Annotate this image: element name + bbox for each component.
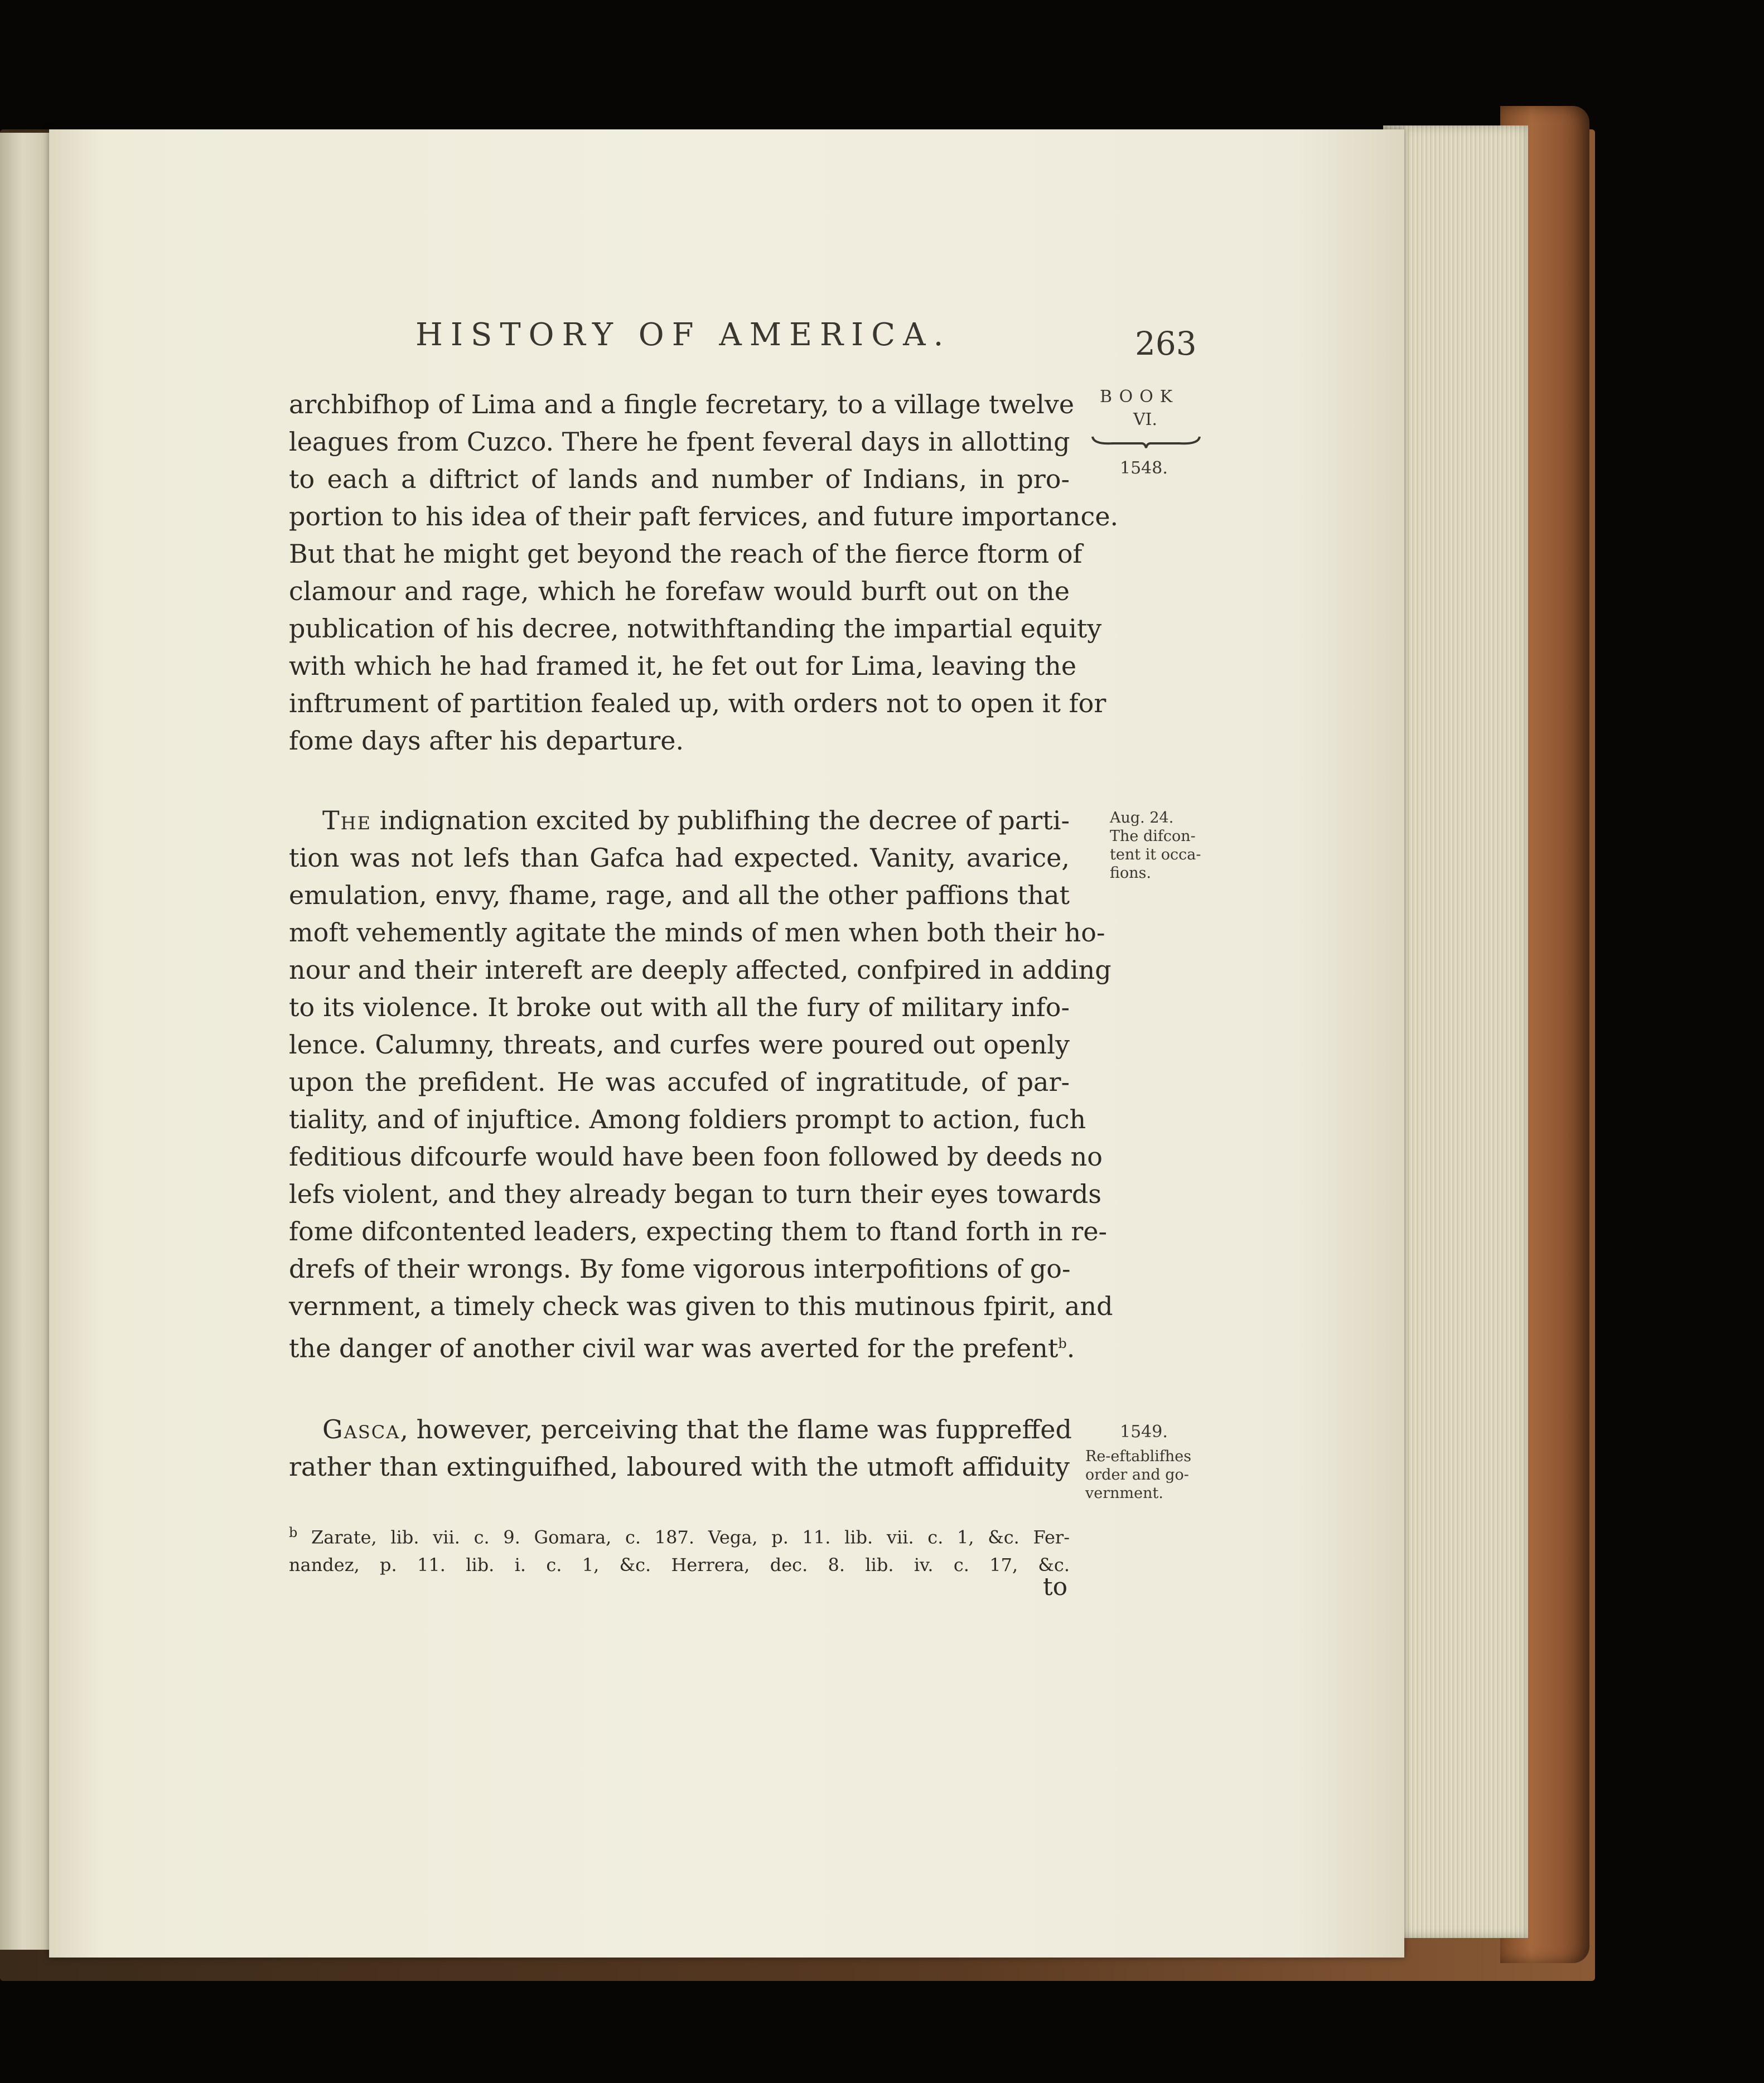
text-line: feditious difcourfe would have been foon followed by deeds no [289, 1142, 1103, 1172]
text-line: to its violence. It broke out with all the fury of military info- [289, 992, 1070, 1022]
page-number: 263 [1135, 325, 1197, 363]
text-line: lence. Calumny, threats, and curfes were poured out openly [289, 1030, 1070, 1060]
text-line: fome days after his departure. [289, 726, 684, 756]
margin-book-number: VI. [1133, 410, 1158, 429]
text-line: vernment, a timely check was given to this mutinous fpirit, and [289, 1291, 1113, 1321]
margin-note-line: order and go- [1085, 1466, 1189, 1483]
text-line: to each a diftrict of lands and number of Indians, in pro- [289, 464, 1070, 494]
facing-page-edge [0, 133, 50, 1950]
small-caps-lead: The [322, 805, 371, 835]
text-line: the danger of another civil war was averted for the prefent$^b$. [289, 1333, 1075, 1364]
text-line: tion was not lefs than Gafca had expected. Vanity, avarice, [289, 843, 1070, 873]
text-line: with which he had framed it, he fet out for Lima, leaving the [289, 651, 1077, 681]
margin-note-line: Aug. 24. [1110, 809, 1174, 827]
text-line: The indignation excited by publifhing the decree of parti- [322, 805, 1070, 835]
text-line: nour and their intereft are deeply affected, confpired in adding [289, 955, 1111, 985]
page-edges [1383, 125, 1528, 1938]
margin-year-1548: 1548. [1120, 458, 1168, 478]
text-line: tiality, and of injuftice. Among foldiers prompt to action, fuch [289, 1104, 1086, 1134]
text-line: clamour and rage, which he forefaw would burft out on the [289, 576, 1070, 606]
text-line: moft vehemently agitate the minds of men when both their ho- [289, 917, 1105, 948]
text-line: archbifhop of Lima and a fingle fecretary, to a village twelve [289, 389, 1075, 419]
text-line: inftrument of partition fealed up, with orders not to open it for [289, 688, 1106, 718]
text-line: rather than extinguifhed, laboured with the utmoft affiduity [289, 1452, 1070, 1482]
brace-ornament [1090, 432, 1202, 449]
text-line: portion to his idea of their paft fervices, and future importance. [289, 501, 1119, 531]
catchword: to [1043, 1573, 1068, 1601]
text-line: drefs of their wrongs. By fome vigorous interpofitions of go- [289, 1254, 1071, 1284]
running-header: HISTORY OF AMERICA. [415, 317, 951, 353]
margin-note-line: Re-eftablifhes [1085, 1448, 1192, 1465]
text-line: fome difcontented leaders, expecting them to ftand forth in re- [289, 1216, 1108, 1246]
margin-note-line: vernment. [1085, 1485, 1163, 1502]
margin-note-aug-24 [1110, 809, 1201, 882]
margin-year-1549: 1549. [1120, 1422, 1168, 1442]
footnote-line: nandez, p. 11. lib. i. c. 1, &c. Herrera, dec. 8. lib. iv. c. 17, &c. [289, 1554, 1070, 1575]
text-line: But that he might get beyond the reach of the fierce ftorm of [289, 539, 1082, 569]
text-line: Gasca, however, perceiving that the flame was fuppreffed [322, 1414, 1072, 1444]
margin-note-re-establishes [1085, 1447, 1191, 1502]
text-line: publication of his decree, notwithftanding the impartial equity [289, 613, 1102, 644]
margin-note-line: tent it occa- [1110, 846, 1201, 863]
small-caps-lead: Gasca [322, 1414, 400, 1444]
margin-note-line: fions. [1110, 864, 1152, 882]
text-line: emulation, envy, fhame, rage, and all the other paffions that [289, 880, 1070, 910]
text-line: leagues from Cuzco. There he fpent feveral days in allotting [289, 427, 1070, 457]
margin-book-label: BOOK [1100, 387, 1180, 407]
footnote-mark: b [289, 1525, 298, 1540]
margin-note-line: The difcon- [1110, 828, 1196, 845]
footnote-reference: b [1058, 1336, 1067, 1351]
footnote-line: $^b$ Zarate, lib. vii. c. 9. Gomara, c. 187. Vega, p. 11. lib. vii. c. 1, &c. Fer- [289, 1525, 1070, 1548]
text-line: upon the prefident. He was accufed of ingratitude, of par- [289, 1067, 1070, 1097]
text-line: lefs violent, and they already began to turn their eyes towards [289, 1179, 1102, 1209]
